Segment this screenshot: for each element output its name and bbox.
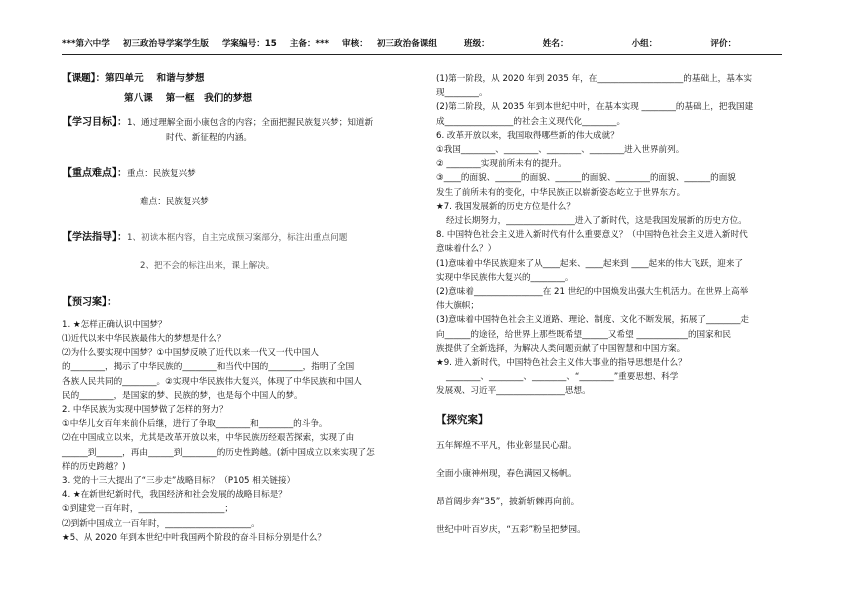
question-9-1: ________、________、________、“________”重要思想、科学 [446, 372, 679, 383]
key-label: 【重点难点】： [62, 167, 127, 179]
question-2-1: ①中华儿女百年来前仆后继，进行了争取________和________的斗争。 [62, 419, 328, 430]
method-line-2: 2、把不会的标注出来，课上解决。 [140, 261, 275, 272]
question-8-3c: 族提供了全新选择，为解决人类问题贡献了中国智慧和中国方案。 [436, 343, 686, 354]
question-1-2c: 各族人民共同的________。②实现中华民族伟大复兴，体现了中华民族和中国人 [62, 376, 362, 387]
question-8-3b: 向______的途径，给世界上那些既希望______又希望 ____________的国家和民 [436, 329, 731, 340]
question-8b: 意味着什么？） [436, 244, 497, 255]
right-column [436, 72, 806, 552]
question-9-2: 发展观、习近平________________思想。 [436, 386, 591, 397]
page-header [62, 37, 782, 55]
school-name: ***第六中学 [62, 39, 110, 49]
topic-label: 【课题】： [62, 73, 106, 84]
question-8-2b: 伟大旗帜； [436, 301, 479, 312]
preview-label: 【预习案】： [62, 296, 117, 308]
key-point: 重点：民族复兴梦 [127, 168, 196, 179]
class-label: 班级： [463, 39, 490, 49]
question-3: 3. 党的十三大提出了“三步走”战略目标？（P105 相关链接） [62, 476, 296, 487]
question-7-1: 经过长期努力，________________进入了新时代，这是我国发展新的历史方位。 [446, 216, 747, 227]
eval-label: 评价： [710, 39, 737, 49]
question-6-3b: 发生了前所未有的变化，中华民族正以崭新姿态屹立于世界东方。 [436, 187, 686, 198]
question-6-1: ①我国________、________、________、________进入世界前列。 [436, 145, 685, 156]
subtopic: 第八课 第一框 我们的梦想 [124, 93, 253, 105]
question-9: ★9. 进入新时代，中国特色社会主义伟大事业的指导思想是什么？ [436, 358, 687, 369]
goal-label: 【学习目标】： [62, 117, 127, 129]
question-2-2c: 样的历史跨越？) [62, 461, 126, 472]
case-number: 学案编号：15 [221, 39, 277, 49]
question-4-1: ①到建党一百年时，____________________； [62, 504, 233, 515]
stage-2b: 成________________的社会主义现代化________。 [436, 116, 626, 127]
goal-line-2: 时代、新征程的内涵。 [166, 132, 252, 143]
question-2-2b: ______到______，再由______到________的历史性跨越。(新中国成立以来实现了怎 [62, 447, 375, 458]
question-1: 1. ★怎样正确认识中国梦？ [62, 319, 167, 330]
method-guide [62, 231, 414, 245]
question-7: ★7. 我国发展新的历史方位是什么？ [436, 201, 575, 212]
question-4-2: ⑵到新中国成立一百年时，____________________。 [62, 518, 260, 529]
question-6-2: ② ________实现前所未有的提升。 [436, 159, 567, 170]
question-1-2d: 民的________，是国家的梦、民族的梦，也是每个中国人的梦。 [62, 390, 303, 401]
question-4: 4. ★在新世纪新时代，我国经济和社会发展的战略目标是？ [62, 490, 287, 501]
doc-type: 初三政治导学案学生版 [122, 39, 209, 49]
question-2-2a: ⑵在中国成立以来，尤其是改革开放以来，中华民族历经艰苦探索，实现了由 [62, 433, 355, 444]
review-group: 初三政治备课组 [376, 39, 437, 49]
editor: 主备：*** [289, 39, 330, 49]
method-label: 【学法指导】： [62, 232, 127, 244]
poem-line-1: 五年辉煌不平凡，伟业彰显民心甜。 [436, 440, 577, 451]
question-8-1a: (1)意味着中华民族迎来了从____起来、____起来到 ____起来的伟大飞跃，迎来了 [436, 258, 744, 269]
left-column [62, 72, 414, 545]
question-5: ★5、从 2020 年到本世纪中叶我国两个阶段的奋斗目标分别是什么？ [62, 532, 326, 543]
question-1-1: ⑴近代以来中华民族最伟大的梦想是什么？ [62, 334, 226, 345]
difficult-point: 难点：民族复兴梦 [140, 197, 209, 208]
stage-1b: 现________。 [436, 88, 488, 99]
name-label: 姓名： [542, 39, 569, 49]
poem-line-4: 世纪中叶百岁庆，“五彩”粉呈把梦园。 [436, 525, 586, 536]
stage-2a: (2)第二阶段，从 2035 年到本世纪中叶，在基本实现 ________的基础上，把我国建 [436, 102, 754, 113]
question-8-3a: (3)意味着中国特色社会主义道路、理论、制度、文化不断发展，拓展了________走 [436, 315, 749, 326]
question-8a: 8. 中国特色社会主义进入新时代有什么重要意义？（中国特色社会主义进入新时代 [436, 230, 748, 241]
reviewer-label: 审核： [342, 39, 368, 49]
question-6-3a: ③____的面貌、______的面貌、______的面貌、________的面貌、______的面貌 [436, 173, 736, 184]
question-2: 2. 中华民族为实现中国梦做了怎样的努力？ [62, 405, 228, 416]
stage-1a: (1)第一阶段，从 2020 年到 2035 年，在____________________的基础上，基本实 [436, 74, 753, 84]
question-1-2a: ⑵为什么要实现中国梦？①中国梦反映了近代以来一代又一代中国人 [62, 348, 319, 359]
team-label: 小组： [631, 39, 658, 49]
key-points [62, 167, 414, 181]
question-6: 6. 改革开放以来，我国取得哪些新的伟大成就？ [436, 130, 619, 141]
topic-row [62, 72, 414, 86]
method-line-1: 1、初读本框内容，自主完成预习案部分，标注出重点问题 [127, 233, 348, 244]
topic-text: 第四单元 和谐与梦想 [105, 73, 205, 84]
inquiry-label: 【探究案】 [436, 413, 489, 426]
question-8-2a: (2)意味着________________在 21 世纪的中国焕发出强大生机活力。在世界上高举 [436, 287, 749, 298]
question-1-2b: 的________，揭示了中华民族的________和当代中国的________，指明了全国 [62, 362, 355, 373]
question-8-1b: 实现中华民族伟大复兴的________。 [436, 272, 574, 283]
poem-line-3: 昂首阔步奔“35”，披新斩棘再向前。 [436, 497, 580, 508]
poem-line-2: 全面小康神州现，春色满园又杨帆。 [436, 469, 577, 480]
goal-line-1: 1、通过理解全面小康包含的内容；全面把握民族复兴梦；知道新 [127, 118, 374, 129]
learning-goals [62, 116, 414, 130]
